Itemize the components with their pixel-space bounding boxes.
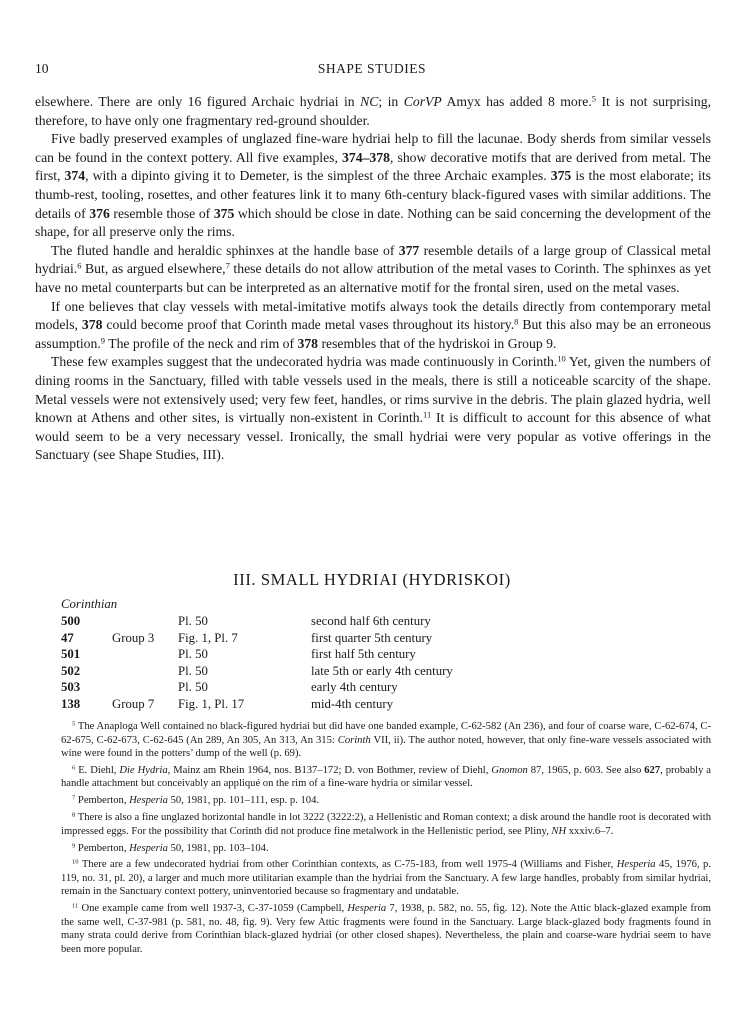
group-cell bbox=[112, 679, 178, 696]
footnote-6: $^6$ E. Diehl, Die Hydria, Mainz am Rhein 1964, nos. B137–172; D. von Bothmer, review of Diehl, Gnomon 87, 1965, p. 603. See also 627, probably a handle attachment but conceivably an appliqué on the rim of a fine-ware hydria or similar vessel. bbox=[61, 764, 712, 790]
catalogue-number[interactable]: 138 bbox=[61, 696, 81, 711]
group-cell bbox=[112, 613, 178, 630]
paragraph-4: If one believes that clay vessels with metal-imitative motifs always took the details directly from contemporary metal models, 378 could become proof that Corinth made metal vases throughout its history.$^8$ But this also may be an erroneous assumption.$^9$ The profile of the neck and rim of 378 resembles that of the hydriskoi in Group 9. bbox=[35, 298, 711, 351]
footnote-9: $^9$ Pemberton, Hesperia 50, 1981, pp. 103–104. bbox=[72, 841, 269, 854]
date-cell: second half 6th century bbox=[311, 614, 431, 628]
paragraph-3: The fluted handle and heraldic sphinxes at the handle base of 377 resemble details of a large group of Classical metal hydriai.$^6$ But, as argued elsewhere,$^7$ these details do not allow attribution of the metal vases to Corinth. The sphinxes as yet have no metal counterparts but can be interpreted as an alternative motif for the frontal siren, used on the metal vases. bbox=[35, 242, 711, 295]
table-row bbox=[61, 630, 453, 647]
plate-reference: Pl. 50 bbox=[178, 663, 208, 678]
footnote-ref-7[interactable]: 7 bbox=[225, 260, 230, 271]
footnote-7: $^7$ Pemberton, Hesperia 50, 1981, pp. 101–111, esp. p. 104. bbox=[72, 794, 320, 807]
catalogue-ref: 374 bbox=[64, 168, 86, 184]
plate-reference: Pl. 50 bbox=[178, 680, 208, 695]
footnotes bbox=[61, 720, 711, 960]
paragraph-5: These few examples suggest that the undecorated hydria was made continuously in Corinth.$^{10}$ Yet, given the numbers of dining rooms in the Sanctuary, filled with table vessels used in the meals, there is still a noticeable scarcity of the shape. Metal vessels were not extensively used; very few feet, handles, or rims survive in the debris. The plain glazed hydria, well known at Athens and other sites, is virtually non-existent in Corinth.$^{11}$ It is difficult to account for this absence of what would seem to be a very necessary vessel. Ironically, the small hydriai were very popular as votive offerings in the Sanctuary (see Shape Studies, III). bbox=[35, 353, 711, 463]
footnote-ref-10[interactable]: 10 bbox=[557, 353, 566, 364]
footnote-10: $^{10}$ There are a few undecorated hydriai from other Corinthian contexts, as C-75-183, from well 1975-4 (Williams and Fisher, Hesperia 45, 1976, p. 119, no. 31, pl. 20), a larger and much more utilitarian example than the hydriai from the Sanctuary. A few large handles, probably from similar hydriai, remain in the Sanctuary context pottery, uninventoried because so fragmentary and undatable. bbox=[61, 858, 712, 898]
footnote-ref-11[interactable]: 11 bbox=[423, 409, 432, 420]
footnote-ref-5[interactable]: 5 bbox=[591, 93, 597, 104]
group-cell bbox=[112, 663, 178, 680]
catalogue-number[interactable]: 502 bbox=[61, 663, 81, 678]
date-cell: first quarter 5th century bbox=[311, 630, 433, 645]
footnote-8: $^8$ There is also a fine unglazed horizontal handle in lot 3222 (3222:2), a Hellenistic and Roman context; a disk around the handle root is decorated with impressed eggs. For the possibility that Corinth did not produce fine metalwork in the Hellenistic period, see Pliny, NH xxxiv.6–7. bbox=[61, 811, 711, 837]
catalogue-table bbox=[61, 613, 453, 713]
footnote-ref-9[interactable]: 9 bbox=[100, 335, 106, 346]
date-cell: early 4th century bbox=[311, 680, 398, 695]
table-row bbox=[61, 646, 453, 663]
fabric-label: Corinthian bbox=[61, 597, 118, 611]
paragraph-1: elsewhere. There are only 16 figured Archaic hydriai in NC; in CorVP Amyx has added 8 more.$^5$ It is not surprising, therefore, to have only one fragmentary red-ground shoulder. bbox=[35, 93, 712, 128]
catalogue-number[interactable]: 47 bbox=[61, 630, 74, 645]
date-cell: first half 5th century bbox=[311, 647, 416, 662]
catalogue-ref: 375 bbox=[213, 205, 235, 221]
table-row bbox=[61, 679, 453, 696]
catalogue-number[interactable]: 503 bbox=[61, 680, 81, 695]
plate-reference: Fig. 1, Pl. 7 bbox=[178, 630, 238, 645]
date-cell: late 5th or early 4th century bbox=[311, 663, 453, 678]
table-row bbox=[61, 613, 453, 630]
catalogue-ref: 374–378 bbox=[342, 149, 390, 165]
footnote-5: $^5$ The Anaploga Well contained no black-figured hydriai but did have one banded example, C-62-582 (An 236), and four of coarse ware, C-62-674, C-62-675, C-62-673, C-62-645 (An 289, An 305, An 313, An 315: Corinth VII, ii). The author noted, however, that only fine-ware vessels associated with wine were found in the potters’ dump of the well (p. 69). bbox=[61, 720, 711, 759]
running-head: SHAPE STUDIES bbox=[317, 61, 427, 76]
catalogue-number[interactable]: 500 bbox=[61, 614, 81, 628]
table-row bbox=[61, 663, 453, 680]
catalogue-ref: 377 bbox=[398, 242, 420, 258]
catalogue-ref: 378 bbox=[297, 335, 319, 351]
table-row bbox=[61, 696, 453, 713]
plate-reference: Fig. 1, Pl. 17 bbox=[178, 696, 245, 711]
plate-reference: Pl. 50 bbox=[178, 614, 208, 628]
catalogue-ref: 378 bbox=[81, 317, 103, 333]
group-cell: Group 7 bbox=[112, 696, 155, 711]
page-number: 10 bbox=[35, 61, 49, 76]
body-text bbox=[35, 93, 711, 465]
catalogue-ref: 627 bbox=[644, 764, 661, 776]
plate-reference: Pl. 50 bbox=[178, 647, 208, 662]
date-cell: mid-4th century bbox=[311, 696, 394, 711]
catalogue-ref: 376 bbox=[89, 205, 110, 221]
footnote-ref-8[interactable]: 8 bbox=[514, 316, 519, 327]
catalogue-ref: 375 bbox=[550, 168, 572, 184]
page-header bbox=[0, 61, 744, 81]
group-cell: Group 3 bbox=[112, 630, 155, 645]
catalogue-number[interactable]: 501 bbox=[61, 647, 81, 662]
footnote-11: $^{11}$ One example came from well 1937-3, C-37-1059 (Campbell, Hesperia 7, 1938, p. 582, no. 55, fig. 12). Note the Attic black-glazed example from the same well, C-37-981 (p. 581, no. 48, fig. 9). Very few Attic fragments were found in the Sanctuary. Large black-glazed body fragments found in many strata could derive from Corinthian black-glazed hydriai (or other closed shapes). Nevertheless, the plain and coarse-ware hydriai seem to have been more popular. bbox=[61, 902, 711, 955]
section-heading: III. SMALL HYDRIAI (HYDRISKOI) bbox=[233, 570, 511, 589]
group-cell bbox=[112, 646, 178, 663]
paragraph-2: Five badly preserved examples of unglazed fine-ware hydriai help to fill the lacunae. Body sherds from similar vessels can be found in the context pottery. All five examples, 374–378, show decorative motifs that are derived from metal. The first, 374, with a dipinto giving it to Demeter, is the simplest of the three Archaic examples. 375 is the most elaborate; its thumb-rest, tooling, rosettes, and other features link it to many 6th-century black-figured vases with similar additions. The details of 376 resemble those of 375 which should be close in date. Nothing can be said concerning the development of the shape, for all preserve only the rims. bbox=[35, 131, 711, 240]
footnote-ref-6[interactable]: 6 bbox=[77, 260, 82, 271]
